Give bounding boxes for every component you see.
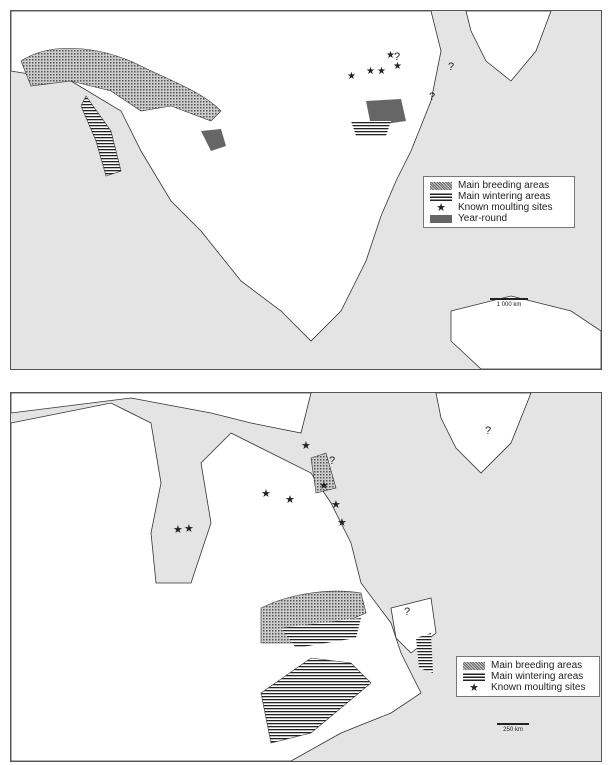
breeding-swatch: [463, 662, 485, 670]
star-marker: ★: [366, 66, 375, 77]
eastern-canada-land: [11, 393, 601, 761]
legend: [456, 656, 600, 697]
star-marker: ★: [173, 524, 183, 536]
wintering-swatch: [430, 193, 452, 201]
legend-wintering: Main wintering areas: [430, 191, 568, 202]
legend: [423, 176, 575, 228]
star-marker: ★: [386, 50, 395, 61]
question-mark: ?: [329, 455, 336, 467]
star-marker: ★: [319, 480, 329, 492]
legend-moulting: ★ Known moulting sites: [430, 202, 568, 213]
wintering-swatch: [463, 673, 485, 681]
legend-year-round: Year-round: [430, 213, 568, 224]
greenland: [436, 393, 531, 473]
star-icon: ★: [469, 681, 479, 694]
scale-bar: 1 000 km: [490, 298, 528, 308]
star-marker: ★: [285, 494, 295, 506]
map-eastern-canada: [10, 392, 602, 762]
mainland: [11, 403, 421, 761]
star-marker: ★: [261, 488, 271, 500]
breeding-swatch: [430, 182, 452, 190]
star-marker: ★: [337, 517, 347, 529]
question-mark: ?: [485, 425, 492, 437]
legend-breeding: Main breeding areas: [463, 660, 593, 671]
map-north-america: [10, 10, 602, 370]
wintering-area-pacific: [81, 96, 121, 176]
star-marker: ★: [347, 71, 356, 82]
question-mark: ?: [394, 51, 401, 63]
star-marker: ★: [331, 499, 341, 511]
star-marker: ★: [377, 66, 386, 77]
legend-wintering: Main wintering areas: [463, 671, 593, 682]
question-mark: ?: [448, 61, 455, 73]
scale-bar: 250 km: [497, 723, 529, 733]
legend-moulting: ★ Known moulting sites: [463, 682, 593, 693]
question-mark: ?: [429, 91, 436, 103]
question-mark: ?: [404, 606, 411, 618]
year-round-swatch: [430, 215, 452, 223]
wintering-area-newfoundland: [416, 633, 433, 673]
star-marker: ★: [393, 61, 402, 72]
star-marker: ★: [184, 523, 194, 535]
greenland: [466, 11, 551, 81]
star-icon: ★: [436, 201, 446, 214]
star-marker: ★: [301, 440, 311, 452]
wintering-area-atlantic: [351, 121, 391, 136]
legend-breeding: Main breeding areas: [430, 180, 568, 191]
